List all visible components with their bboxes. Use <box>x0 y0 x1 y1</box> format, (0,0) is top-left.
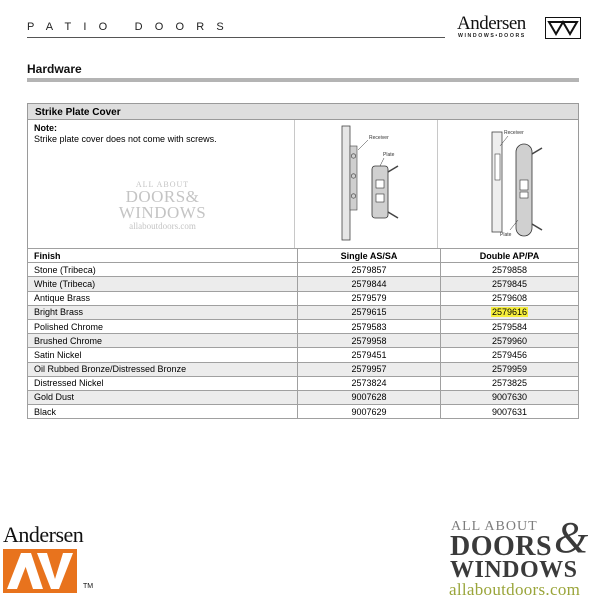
cell-finish: Gold Dust <box>28 390 298 404</box>
cell-double: 2579456 <box>441 348 579 362</box>
cell-double: 2579960 <box>441 334 579 348</box>
andersen-footer-logo <box>3 522 103 598</box>
aad-ampersand: & <box>554 513 589 562</box>
watermark-line3: WINDOWS <box>118 203 207 222</box>
cell-double: 2579608 <box>441 291 579 305</box>
cell-finish: Bright Brass <box>28 305 298 319</box>
cell-single: 9007628 <box>298 390 441 404</box>
table-header-row <box>28 249 579 263</box>
table-row <box>28 348 579 362</box>
cell-single: 2579451 <box>298 348 441 362</box>
document-header-title: PATIO DOORS <box>27 21 236 33</box>
cell-finish: Stone (Tribeca) <box>28 263 298 277</box>
cell-single: 2579957 <box>298 362 441 376</box>
table-row <box>28 305 579 319</box>
column-divider <box>294 120 295 248</box>
cell-finish: Antique Brass <box>28 291 298 305</box>
column-header: Double AP/PA <box>441 249 579 263</box>
cell-finish: Black <box>28 405 298 419</box>
table-row <box>28 390 579 404</box>
aad-url: allaboutdoors.com <box>449 580 581 599</box>
allaboutdoors-footer-logo <box>447 513 597 599</box>
column-divider <box>437 120 438 248</box>
table-info-row <box>27 120 579 248</box>
cell-single: 2573824 <box>298 376 441 390</box>
trademark: TM <box>83 583 94 590</box>
cell-single: 9007629 <box>298 405 441 419</box>
cell-single: 2579579 <box>298 291 441 305</box>
table-row <box>28 319 579 333</box>
table-title: Strike Plate Cover <box>27 103 579 120</box>
finish-part-number-table <box>27 248 579 419</box>
header-rule <box>27 37 445 38</box>
section-title: Hardware <box>27 62 82 76</box>
andersen-brand-logo <box>457 14 582 42</box>
cell-single: 2579958 <box>298 334 441 348</box>
cell-finish: Satin Nickel <box>28 348 298 362</box>
cell-finish: Distressed Nickel <box>28 376 298 390</box>
cell-double: 2579858 <box>441 263 579 277</box>
column-header: Single AS/SA <box>298 249 441 263</box>
cell-double: 9007630 <box>441 390 579 404</box>
double-strike-plate-diagram <box>486 124 566 242</box>
cell-double: 2573825 <box>441 376 579 390</box>
aw-logo-icon <box>3 549 77 593</box>
cell-double <box>441 305 579 319</box>
brand-name: Andersen <box>457 13 526 34</box>
receiver-label: Receiver <box>504 130 524 136</box>
brand-tagline: WINDOWS•DOORS <box>458 33 526 39</box>
aad-windows: WINDOWS <box>450 557 578 583</box>
strike-plate-table <box>27 103 579 419</box>
table-row <box>28 376 579 390</box>
receiver-label: Receiver <box>369 135 389 141</box>
aw-orange-box <box>3 549 77 593</box>
cell-single: 2579583 <box>298 319 441 333</box>
cell-double: 9007631 <box>441 405 579 419</box>
cell-double: 2579959 <box>441 362 579 376</box>
watermark <box>110 180 215 231</box>
note-label: Note: <box>34 123 57 133</box>
note-text: Strike plate cover does not come with screws. <box>34 134 217 144</box>
plate-label: Plate <box>383 152 395 158</box>
cell-single: 2579844 <box>298 277 441 291</box>
column-header: Finish <box>28 249 298 263</box>
plate-label: Plate <box>500 232 512 238</box>
andersen-name: Andersen <box>3 522 84 547</box>
table-row <box>28 362 579 376</box>
table-row <box>28 277 579 291</box>
section-rule <box>27 78 579 82</box>
watermark-line1: ALL ABOUT <box>135 180 190 189</box>
cell-single: 2579857 <box>298 263 441 277</box>
watermark-url: allaboutdoors.com <box>129 221 196 231</box>
cell-double: 2579584 <box>441 319 579 333</box>
cell-single: 2579615 <box>298 305 441 319</box>
cell-finish: Oil Rubbed Bronze/Distressed Bronze <box>28 362 298 376</box>
aad-doors: DOORS <box>450 531 553 562</box>
cell-finish: White (Tribeca) <box>28 277 298 291</box>
highlighted-part-number: 2579616 <box>491 307 528 318</box>
table-row <box>28 405 579 419</box>
cell-finish: Brushed Chrome <box>28 334 298 348</box>
aad-all-about: ALL ABOUT <box>451 519 538 534</box>
aw-logo-icon <box>545 17 581 39</box>
table-row <box>28 334 579 348</box>
table-row <box>28 291 579 305</box>
cell-finish: Polished Chrome <box>28 319 298 333</box>
watermark-line2: DOORS& <box>125 187 200 206</box>
cell-double: 2579845 <box>441 277 579 291</box>
table-row <box>28 263 579 277</box>
single-strike-plate-diagram <box>328 124 408 242</box>
